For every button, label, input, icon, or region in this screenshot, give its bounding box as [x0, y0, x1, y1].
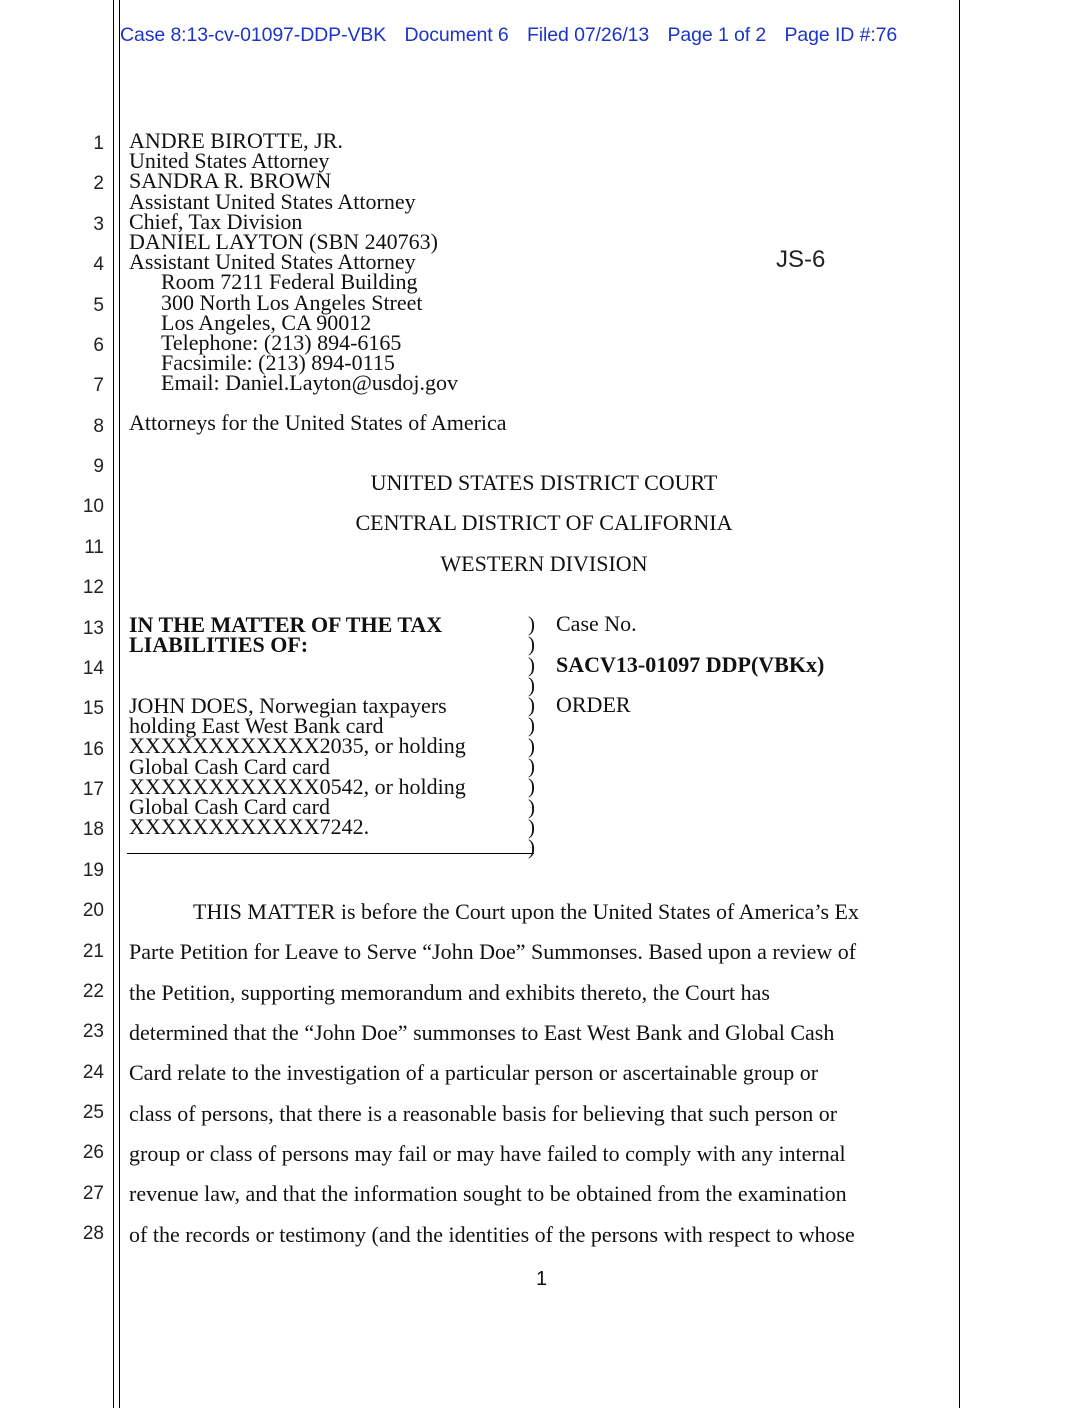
- header-document: Document 6: [404, 24, 509, 46]
- attorney-name: ANDRE BIROTTE, JR.: [129, 128, 343, 153]
- line-number: 2: [93, 173, 104, 194]
- line-number: 20: [82, 900, 104, 921]
- caption-matter-line: IN THE MATTER OF THE TAX: [129, 612, 443, 637]
- body-line: Card relate to the investigation of a particular person or ascertainable group or: [129, 1060, 819, 1085]
- body-line: revenue law, and that the information sought to be obtained from the examination: [129, 1181, 847, 1206]
- document-title: ORDER: [556, 692, 631, 717]
- line-number: 22: [82, 981, 104, 1002]
- line-number: 8: [93, 416, 104, 437]
- body-line: THIS MATTER is before the Court upon the United States of America’s Ex: [193, 899, 859, 924]
- attorney-title: Assistant United States Attorney: [129, 188, 416, 214]
- attorney-block: [129, 128, 459, 396]
- line-number: 21: [82, 941, 104, 962]
- attorney-title: Chief, Tax Division: [129, 208, 303, 234]
- attorney-name: SANDRA R. BROWN: [129, 168, 332, 194]
- left-margin-rule-outer: [113, 0, 114, 1408]
- body-line: the Petition, supporting memorandum and exhibits thereto, the Court has: [129, 980, 770, 1005]
- caption-matter-line: LIABILITIES OF:: [129, 632, 309, 658]
- line-number: 28: [82, 1223, 104, 1244]
- header-case: Case 8:13-cv-01097-DDP-VBK: [120, 24, 387, 46]
- caption-party-line: Global Cash Card card: [129, 794, 330, 820]
- line-number: 23: [82, 1021, 104, 1042]
- attorney-telephone: Telephone: (213) 894-6165: [161, 330, 402, 356]
- line-number: 18: [82, 819, 104, 840]
- caption-divider: ) ) ) ) ) ) ) ) ) ) ) ): [528, 612, 535, 860]
- line-number: 15: [82, 698, 104, 719]
- case-number: SACV13-01097 DDP(VBKx): [556, 652, 825, 677]
- caption-party-line: XXXXXXXXXXXX7242.: [129, 814, 370, 840]
- caption-party-line: holding East West Bank card: [129, 713, 384, 739]
- body-line: of the records or testimony (and the identities of the persons with respect to whose: [129, 1222, 855, 1247]
- line-number: 4: [93, 254, 104, 275]
- right-margin-rule: [959, 0, 960, 1408]
- line-number: 19: [82, 860, 104, 881]
- js6-stamp: JS-6: [776, 246, 826, 273]
- body-line: class of persons, that there is a reasonable basis for believing that such person or: [129, 1101, 838, 1126]
- court-name: UNITED STATES DISTRICT COURT: [370, 470, 718, 495]
- line-number: 5: [93, 295, 104, 316]
- caption-party-line: XXXXXXXXXXXX0542, or holding: [129, 773, 466, 799]
- page-number: 1: [536, 1268, 548, 1290]
- attorneys-for: Attorneys for the United States of America: [129, 410, 507, 435]
- line-number: 9: [93, 456, 104, 477]
- body-line: determined that the “John Doe” summonses to East West Bank and Global Cash: [129, 1020, 835, 1045]
- line-number: 27: [82, 1183, 104, 1204]
- line-number: 12: [82, 577, 104, 598]
- caption-party-line: JOHN DOES, Norwegian taxpayers: [129, 693, 447, 718]
- caption-party-line: XXXXXXXXXXXX2035, or holding: [129, 733, 466, 759]
- line-number: 1: [93, 133, 104, 154]
- header-filed: Filed 07/26/13: [526, 24, 650, 46]
- body-line: Parte Petition for Leave to Serve “John Doe” Summonses. Based upon a review of: [129, 939, 857, 964]
- line-number: 6: [93, 335, 104, 356]
- body-line: group or class of persons may fail or may have failed to comply with any internal: [129, 1141, 846, 1166]
- attorney-email: Email: Daniel.Layton@usdoj.gov: [161, 370, 459, 396]
- attorney-title: United States Attorney: [129, 148, 330, 174]
- caption-underline: [127, 853, 534, 854]
- line-number: 26: [82, 1142, 104, 1163]
- court-district: CENTRAL DISTRICT OF CALIFORNIA: [355, 510, 733, 535]
- line-number: 16: [82, 739, 104, 760]
- caption-matter: [129, 612, 443, 658]
- line-number: 13: [82, 618, 104, 639]
- attorney-facsimile: Facsimile: (213) 894-0115: [161, 350, 395, 376]
- case-number-label: Case No.: [556, 611, 637, 636]
- left-margin-rule-inner: [119, 0, 120, 1408]
- line-number: 24: [82, 1062, 104, 1083]
- header-page: Page 1 of 2: [667, 24, 767, 46]
- court-division: WESTERN DIVISION: [440, 551, 648, 576]
- attorney-address: Los Angeles, CA 90012: [161, 309, 372, 335]
- line-number: 14: [82, 658, 104, 679]
- caption-parties: [129, 693, 466, 840]
- line-number: 17: [82, 779, 104, 800]
- attorney-address: Room 7211 Federal Building: [161, 269, 418, 295]
- line-number: 11: [84, 537, 104, 558]
- line-number: 7: [93, 375, 104, 396]
- attorney-address: 300 North Los Angeles Street: [161, 289, 423, 315]
- line-number: 25: [82, 1102, 104, 1123]
- attorney-title: Assistant United States Attorney: [129, 249, 416, 275]
- attorney-name: DANIEL LAYTON (SBN 240763): [129, 229, 439, 255]
- line-number: 3: [93, 214, 104, 235]
- header-page-id: Page ID #:76: [784, 24, 898, 46]
- caption-party-line: Global Cash Card card: [129, 753, 330, 779]
- line-number: 10: [82, 496, 104, 517]
- filing-header: [120, 24, 897, 47]
